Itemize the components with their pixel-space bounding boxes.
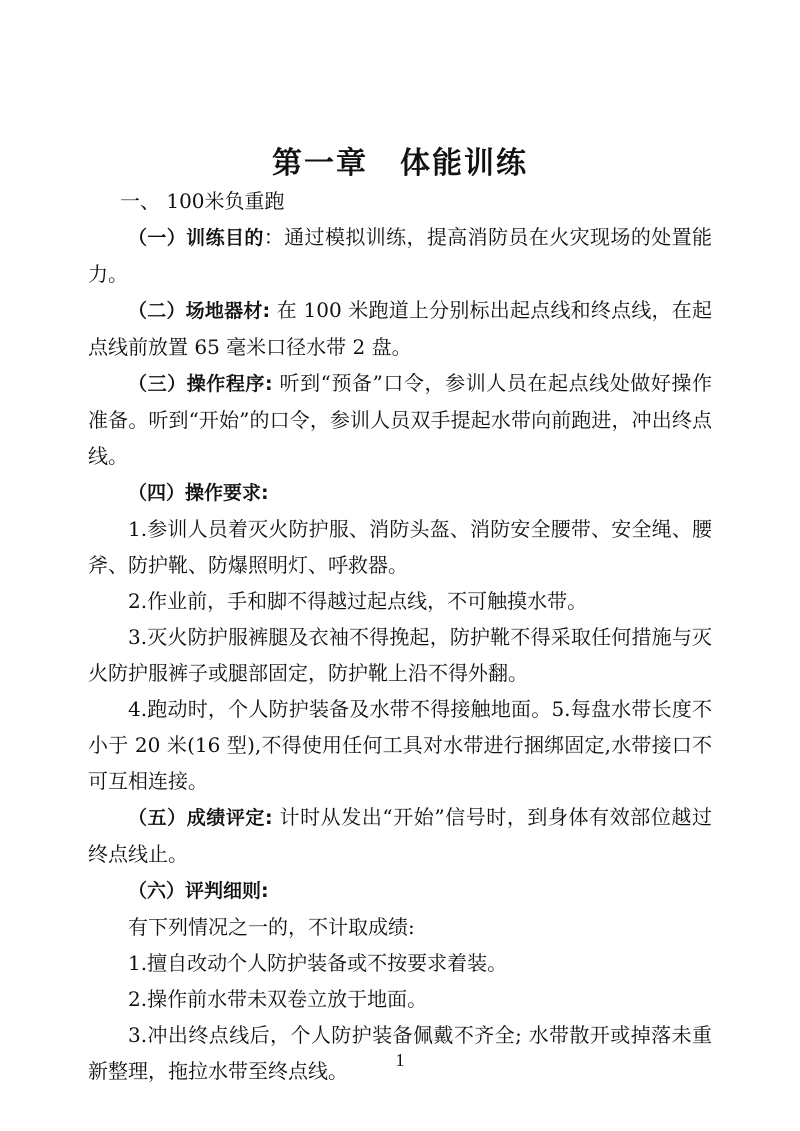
judging-item: 3.冲出终点线后，个人防护装备佩戴不齐全; 水带散开或掉落未重新整理，拖拉水带至终点线。: [88, 1023, 712, 1083]
procedure-text: 听到“预备”口令，参训人员在起点线处做好操作准备。听到“开始”的口令，参训人员双手提起水带向前跑进，冲出终点线。: [88, 371, 712, 468]
paragraph-equipment: [88, 292, 712, 365]
equipment-label: （二）场地器材:: [128, 300, 271, 322]
judging-item: 2.操作前水带未双卷立放于地面。: [128, 987, 428, 1011]
requirement-item: 4.跑动时，个人防护装备及水带不得接触地面。5.每盘水带长度不小于 20 米(16 型),不得使用任何工具对水带进行捆绑固定,水带接口不可互相连接。: [88, 697, 712, 793]
requirements-label: （四）操作要求:: [128, 482, 269, 504]
scoring-label: （五）成绩评定:: [128, 807, 273, 829]
scoring-text: 计时从发出“开始”信号时，到身体有效部位越过终点线止。: [88, 805, 712, 866]
judging-item: 1.擅自改动个人防护装备或不按要求着装。: [128, 951, 508, 975]
paragraph-procedure: [88, 365, 712, 474]
document-body: [88, 183, 712, 1089]
paragraph-judging-heading: [88, 872, 712, 909]
requirement-item: 1.参训人员着灭火防护服、消防头盔、消防安全腰带、安全绳、腰斧、防护靴、防爆照明灯、呼救器。: [88, 517, 712, 577]
equipment-text: 在 100 米跑道上分别标出起点线和终点线，在起点线前放置 65 毫米口径水带 2 盘。: [88, 298, 712, 359]
paragraph-requirements-heading: [88, 474, 712, 511]
requirement-item: 2.作业前，手和脚不得越过起点线，不可触摸水带。: [128, 589, 588, 613]
paragraph-scoring: [88, 799, 712, 872]
section-heading-100m-run: 一、 100米负重跑: [120, 189, 285, 213]
paragraph-purpose: [88, 219, 712, 292]
chapter-title: 第一章 体能训练: [272, 146, 528, 181]
requirement-item: 3.灭火防护服裤腿及衣袖不得挽起，防护靴不得采取任何措施与灭火防护服裤子或腿部固定，防护靴上沿不得外翻。: [88, 625, 712, 685]
purpose-text: 通过模拟训练，提高消防员在火灾现场的处置能力。: [88, 225, 713, 286]
judging-label: （六）评判细则:: [128, 880, 269, 902]
procedure-label: （三）操作程序:: [128, 373, 273, 395]
purpose-label: （一）训练目的: [128, 227, 264, 249]
page-number: 1: [395, 1050, 405, 1070]
judging-intro: 有下列情况之一的，不计取成绩:: [128, 915, 415, 939]
purpose-separator: ：: [263, 225, 285, 249]
